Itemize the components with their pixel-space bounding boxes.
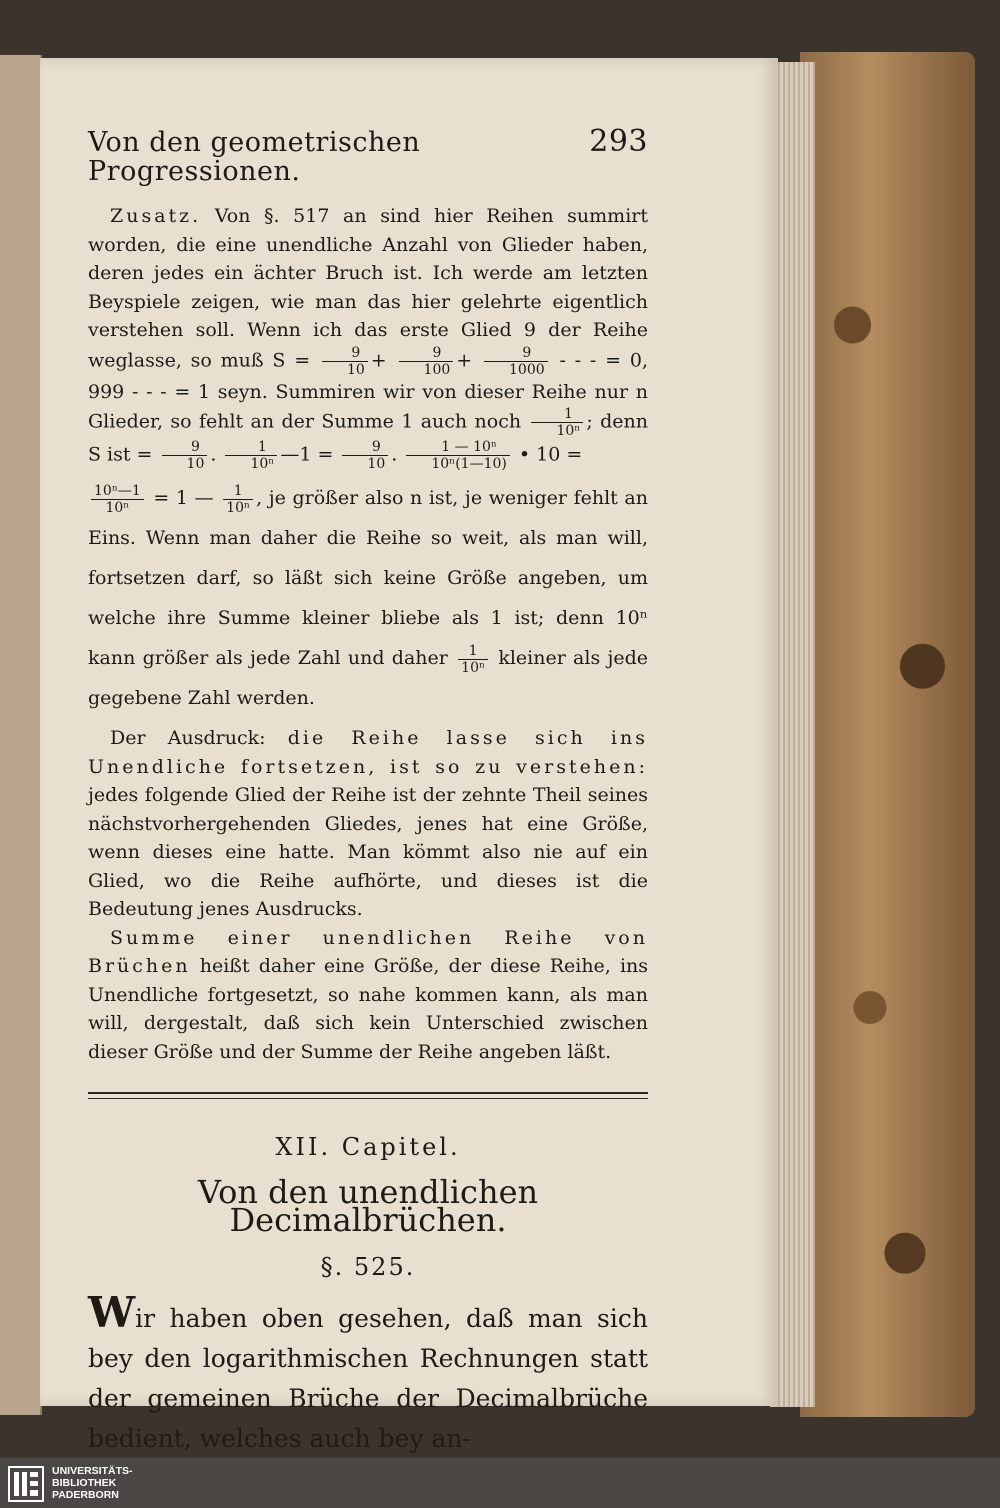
zusatz-lead: Zusatz.: [110, 205, 202, 227]
fraction: $\frac{1}{\text{10ⁿ}}$: [225, 439, 277, 472]
page-number: 293: [589, 124, 648, 159]
equation-line: $\frac{\text{10ⁿ—1}}{\text{10ⁿ}}$ = 1 — $\frac{1}{\text{10ⁿ}}$ , je größer also n ist, je weniger fehlt an Eins. Wenn man daher die Reihe so weit, als man will, fortsetzen darf, so läßt sich keine Größe angeben, um welche ihre Summe kleiner bliebe als 1 ist; denn 10ⁿ kann größer als jede Zahl und daher $\frac{1}{\text{10ⁿ}}$ kleiner als jede gegebene Zahl werden.: [88, 482, 649, 709]
zusatz-text-3: ; denn S ist =: [88, 410, 648, 466]
running-head-title: Von den geometrischen Progressionen.: [88, 127, 421, 187]
fraction: $\frac{\text{10ⁿ—1}}{\text{10ⁿ}}$: [91, 483, 144, 516]
fraction: $\frac{\text{1 — 10ⁿ}}{\text{10ⁿ(1—10)}}$: [406, 439, 510, 472]
library-logo-icon: [8, 1466, 44, 1502]
section-divider: [88, 1092, 648, 1094]
zusatz-paragraph: Zusatz. Von §. 517 an sind hier Reihen summirt worden, die eine unendliche Anzahl von Glieder haben, deren jedes ein ächter Bruch ist. Ich werde am letzten Beyspiele zeigen, wie man das hier gelehrte eigentlich verstehen soll. Wenn ich das erste Glied 9 der Reihe weglasse, so muß S = $\frac{9}{10}$ + $\frac{9}{100}$ + $\frac{9}{1000}$ - - - = 0, 999 - - - = 1 seyn. Summiren wir von dieser Reihe nur n Glieder, so fehlt an der Summe 1 auch noch $\frac{1}{\text{10ⁿ}}$ ; denn S ist = $\frac{9}{10}$ . $\frac{1}{\text{10ⁿ}}$ —1 = $\frac{9}{10}$ . $\frac{\text{1 — 10ⁿ}}{\text{10ⁿ(1—10)}}$ • 10 =: [88, 205, 648, 472]
library-logo-bar: [0, 1458, 1000, 1508]
zusatz-text-2: - - - = 0, 999 - - - = 1 seyn. Summiren wir von dieser Reihe nur n Glieder, so fehlt an der Summe 1 auch noch: [88, 349, 648, 433]
fraction: $\frac{9}{100}$: [399, 345, 454, 378]
marbled-back-cover: [800, 52, 975, 1417]
library-logo-text: UNIVERSITÄTS- BIBLIOTHEK PADERBORN: [52, 1465, 133, 1501]
summe-paragraph: [88, 924, 648, 1067]
chapter-number: XII. Capitel.: [275, 1133, 461, 1161]
fraction: $\frac{9}{10}$: [342, 439, 388, 472]
ausdruck-text: jedes folgende Glied der Reihe ist der zehnte Theil seines nächstvorhergehenden Gliedes, jenes hat eine Größe, wenn dieses eine hatte. Man kömmt also nie auf ein Glied, wo die Reihe aufhörte, und dieses ist die Bedeutung jenes Ausdrucks.: [88, 784, 648, 920]
section-divider-thin: [88, 1098, 648, 1099]
section-number: §. 525.: [320, 1252, 416, 1281]
fraction: $\frac{9}{10}$: [162, 439, 208, 472]
chapter-title: Von den unendlichen Decimalbrüchen.: [197, 1172, 539, 1239]
fraction: $\frac{1}{\text{10ⁿ}}$: [458, 643, 488, 676]
running-head: [88, 124, 648, 187]
book-page: [40, 58, 778, 1453]
zusatz-text-5: kleiner als jede gegebene Zahl werden.: [88, 647, 649, 709]
summe-text: heißt daher eine Größe, der diese Reihe, ins Unendliche fortgesetzt, so nahe kommen kann, als man will, dergestalt, daß sich kein Unterschied zwischen dieser Größe und der Summe der Reihe angeben läßt.: [88, 955, 649, 1063]
drop-initial: W: [88, 1288, 136, 1337]
opening-paragraph: [88, 1288, 648, 1459]
opening-text: ir haben oben gesehen, daß man sich bey den logarithmischen Rechnungen statt der gemeinen Brüche der Decimalbrüche bedient, welches auch bey an-: [88, 1304, 648, 1453]
left-page-edge: [0, 55, 42, 1415]
equation-tail: • 10 =: [518, 443, 583, 466]
summe-spaced: Summe einer unendlichen Reihe von Brüchen: [88, 926, 648, 977]
ausdruck-paragraph: [88, 724, 648, 924]
fraction: $\frac{1}{\text{10ⁿ}}$: [531, 406, 583, 439]
fraction: $\frac{9}{10}$: [322, 345, 368, 378]
ausdruck-lead: Der Ausdruck:: [110, 727, 266, 749]
zusatz-text-4: , je größer also n ist, je weniger fehlt an Eins. Wenn man daher die Reihe so weit, als man will, fortsetzen darf, so läßt sich keine Größe angeben, um welche ihre Summe kleiner bliebe als 1 ist; denn 10ⁿ kann größer als jede Zahl und daher: [88, 487, 648, 669]
fraction: $\frac{9}{1000}$: [484, 345, 548, 378]
page-content: [88, 124, 649, 1490]
zusatz-text-1: Von §. 517 an sind hier Reihen summirt worden, die eine unendliche Anzahl von Glieder haben, deren jedes ein ächter Bruch ist. Ich werde am letzten Beyspiele zeigen, wie man das hier gelehrte eigentlich verstehen soll. Wenn ich das erste Glied 9 der Reihe weglasse, so muß S =: [88, 205, 648, 371]
ausdruck-spaced: die Reihe lasse sich ins Unendliche fortsetzen, ist so zu verstehen:: [88, 727, 648, 778]
fraction: $\frac{1}{\text{10ⁿ}}$: [223, 483, 253, 516]
